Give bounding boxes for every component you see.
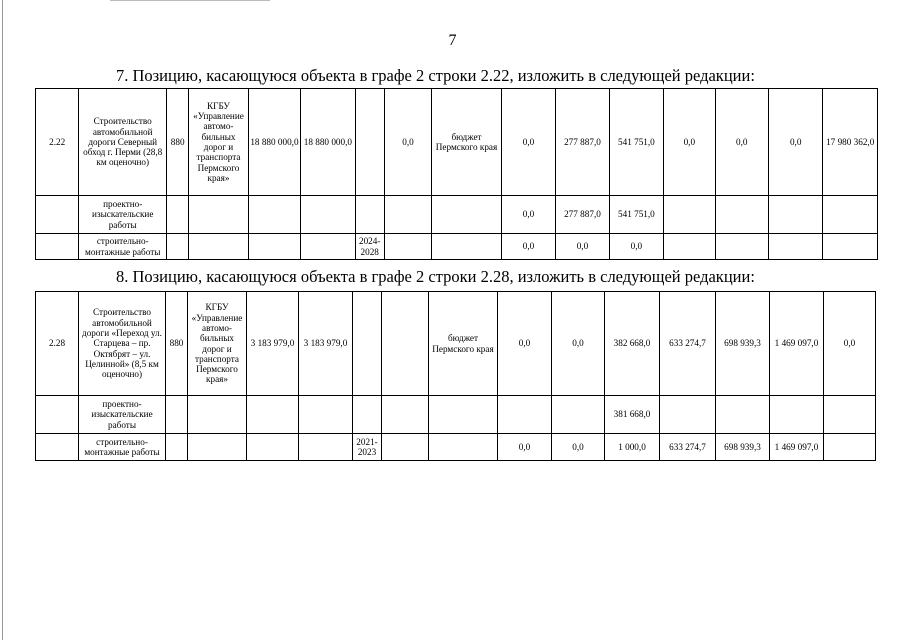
period: 2021-2023 [353, 434, 382, 461]
value-6: 1 469 097,0 [770, 292, 824, 396]
value-3: 382 668,0 [605, 292, 660, 396]
value-1: 0,0 [498, 434, 552, 461]
object-name: Строительство автомобильной дороги Северный обход г. Перми (28,8 км оценочно) [79, 89, 167, 196]
table-row-2-22 [35, 88, 878, 260]
value-1: 0,0 [501, 196, 555, 234]
cost-2: 3 183 979,0 [299, 292, 353, 396]
value-5: 698 939,3 [716, 292, 770, 396]
period [355, 196, 384, 234]
code: 880 [166, 292, 188, 396]
cost-2: 18 880 000,0 [301, 89, 355, 196]
value-3: 0,0 [609, 234, 663, 260]
period [353, 396, 382, 434]
value-2: 0,0 [552, 434, 605, 461]
page-number: 7 [448, 32, 457, 49]
value-3: 381 668,0 [605, 396, 660, 434]
code: 880 [167, 89, 189, 196]
total-cost: 18 880 000,0 [248, 89, 300, 196]
value-1: 0,0 [501, 234, 555, 260]
period: 2024-2028 [355, 234, 384, 260]
value-5: 698 939,3 [716, 434, 770, 461]
section-7-heading: 7. Позицию, касающуюся объекта в графе 2 строки 2.22, изложить в следующей редакции: [116, 66, 755, 85]
value-1: 0,0 [498, 292, 552, 396]
table-row [36, 292, 876, 396]
value-2: 0,0 [552, 292, 605, 396]
period [355, 89, 384, 196]
value-7: 17 980 362,0 [823, 89, 878, 196]
page-edge [2, 0, 3, 640]
value-3: 541 751,0 [609, 196, 663, 234]
table-row [36, 434, 876, 461]
value-1: 0,0 [501, 89, 555, 196]
scan-mark [110, 0, 270, 1]
object-name: Строительство автомобильной дороги «Переход ул. Старцева – пр. Октябрят – ул. Целинной» (8,5 км оценочно) [79, 292, 166, 396]
total-cost: 3 183 979,0 [247, 292, 299, 396]
value-4: 633 274,7 [660, 292, 716, 396]
value-2: 277 887,0 [556, 89, 609, 196]
customer: КГБУ «Управление автомо-бильных дорог и транспорта Пермского края» [188, 292, 247, 396]
table-row [36, 89, 878, 196]
table-row [36, 396, 876, 434]
sub-name: строительно-монтажные работы [79, 434, 166, 461]
cost-3: 0,0 [384, 89, 431, 196]
sub-name: строительно-монтажные работы [79, 234, 167, 260]
value-3: 541 751,0 [609, 89, 663, 196]
value-2: 277 887,0 [556, 196, 609, 234]
sub-name: проектно-изыскательские работы [79, 196, 167, 234]
value-4: 633 274,7 [660, 434, 716, 461]
value-5: 0,0 [715, 89, 768, 196]
value-2: 0,0 [556, 234, 609, 260]
section-8-heading: 8. Позицию, касающуюся объекта в графе 2 строки 2.28, изложить в следующей редакции: [116, 267, 755, 286]
table-row [36, 196, 878, 234]
funding-source: бюджет Пермского края [429, 292, 498, 396]
value-7: 0,0 [824, 292, 876, 396]
value-3: 1 000,0 [605, 434, 660, 461]
value-4: 0,0 [664, 89, 715, 196]
row-number: 2.28 [36, 292, 79, 396]
table-row-2-28 [35, 291, 876, 461]
value-6: 0,0 [768, 89, 822, 196]
funding-source: бюджет Пермского края [432, 89, 502, 196]
customer: КГБУ «Управление автомо-бильных дорог и транспорта Пермского края» [189, 89, 248, 196]
row-number: 2.22 [36, 89, 79, 196]
table-row [36, 234, 878, 260]
sub-name: проектно-изыскательские работы [79, 396, 166, 434]
value-6: 1 469 097,0 [770, 434, 824, 461]
